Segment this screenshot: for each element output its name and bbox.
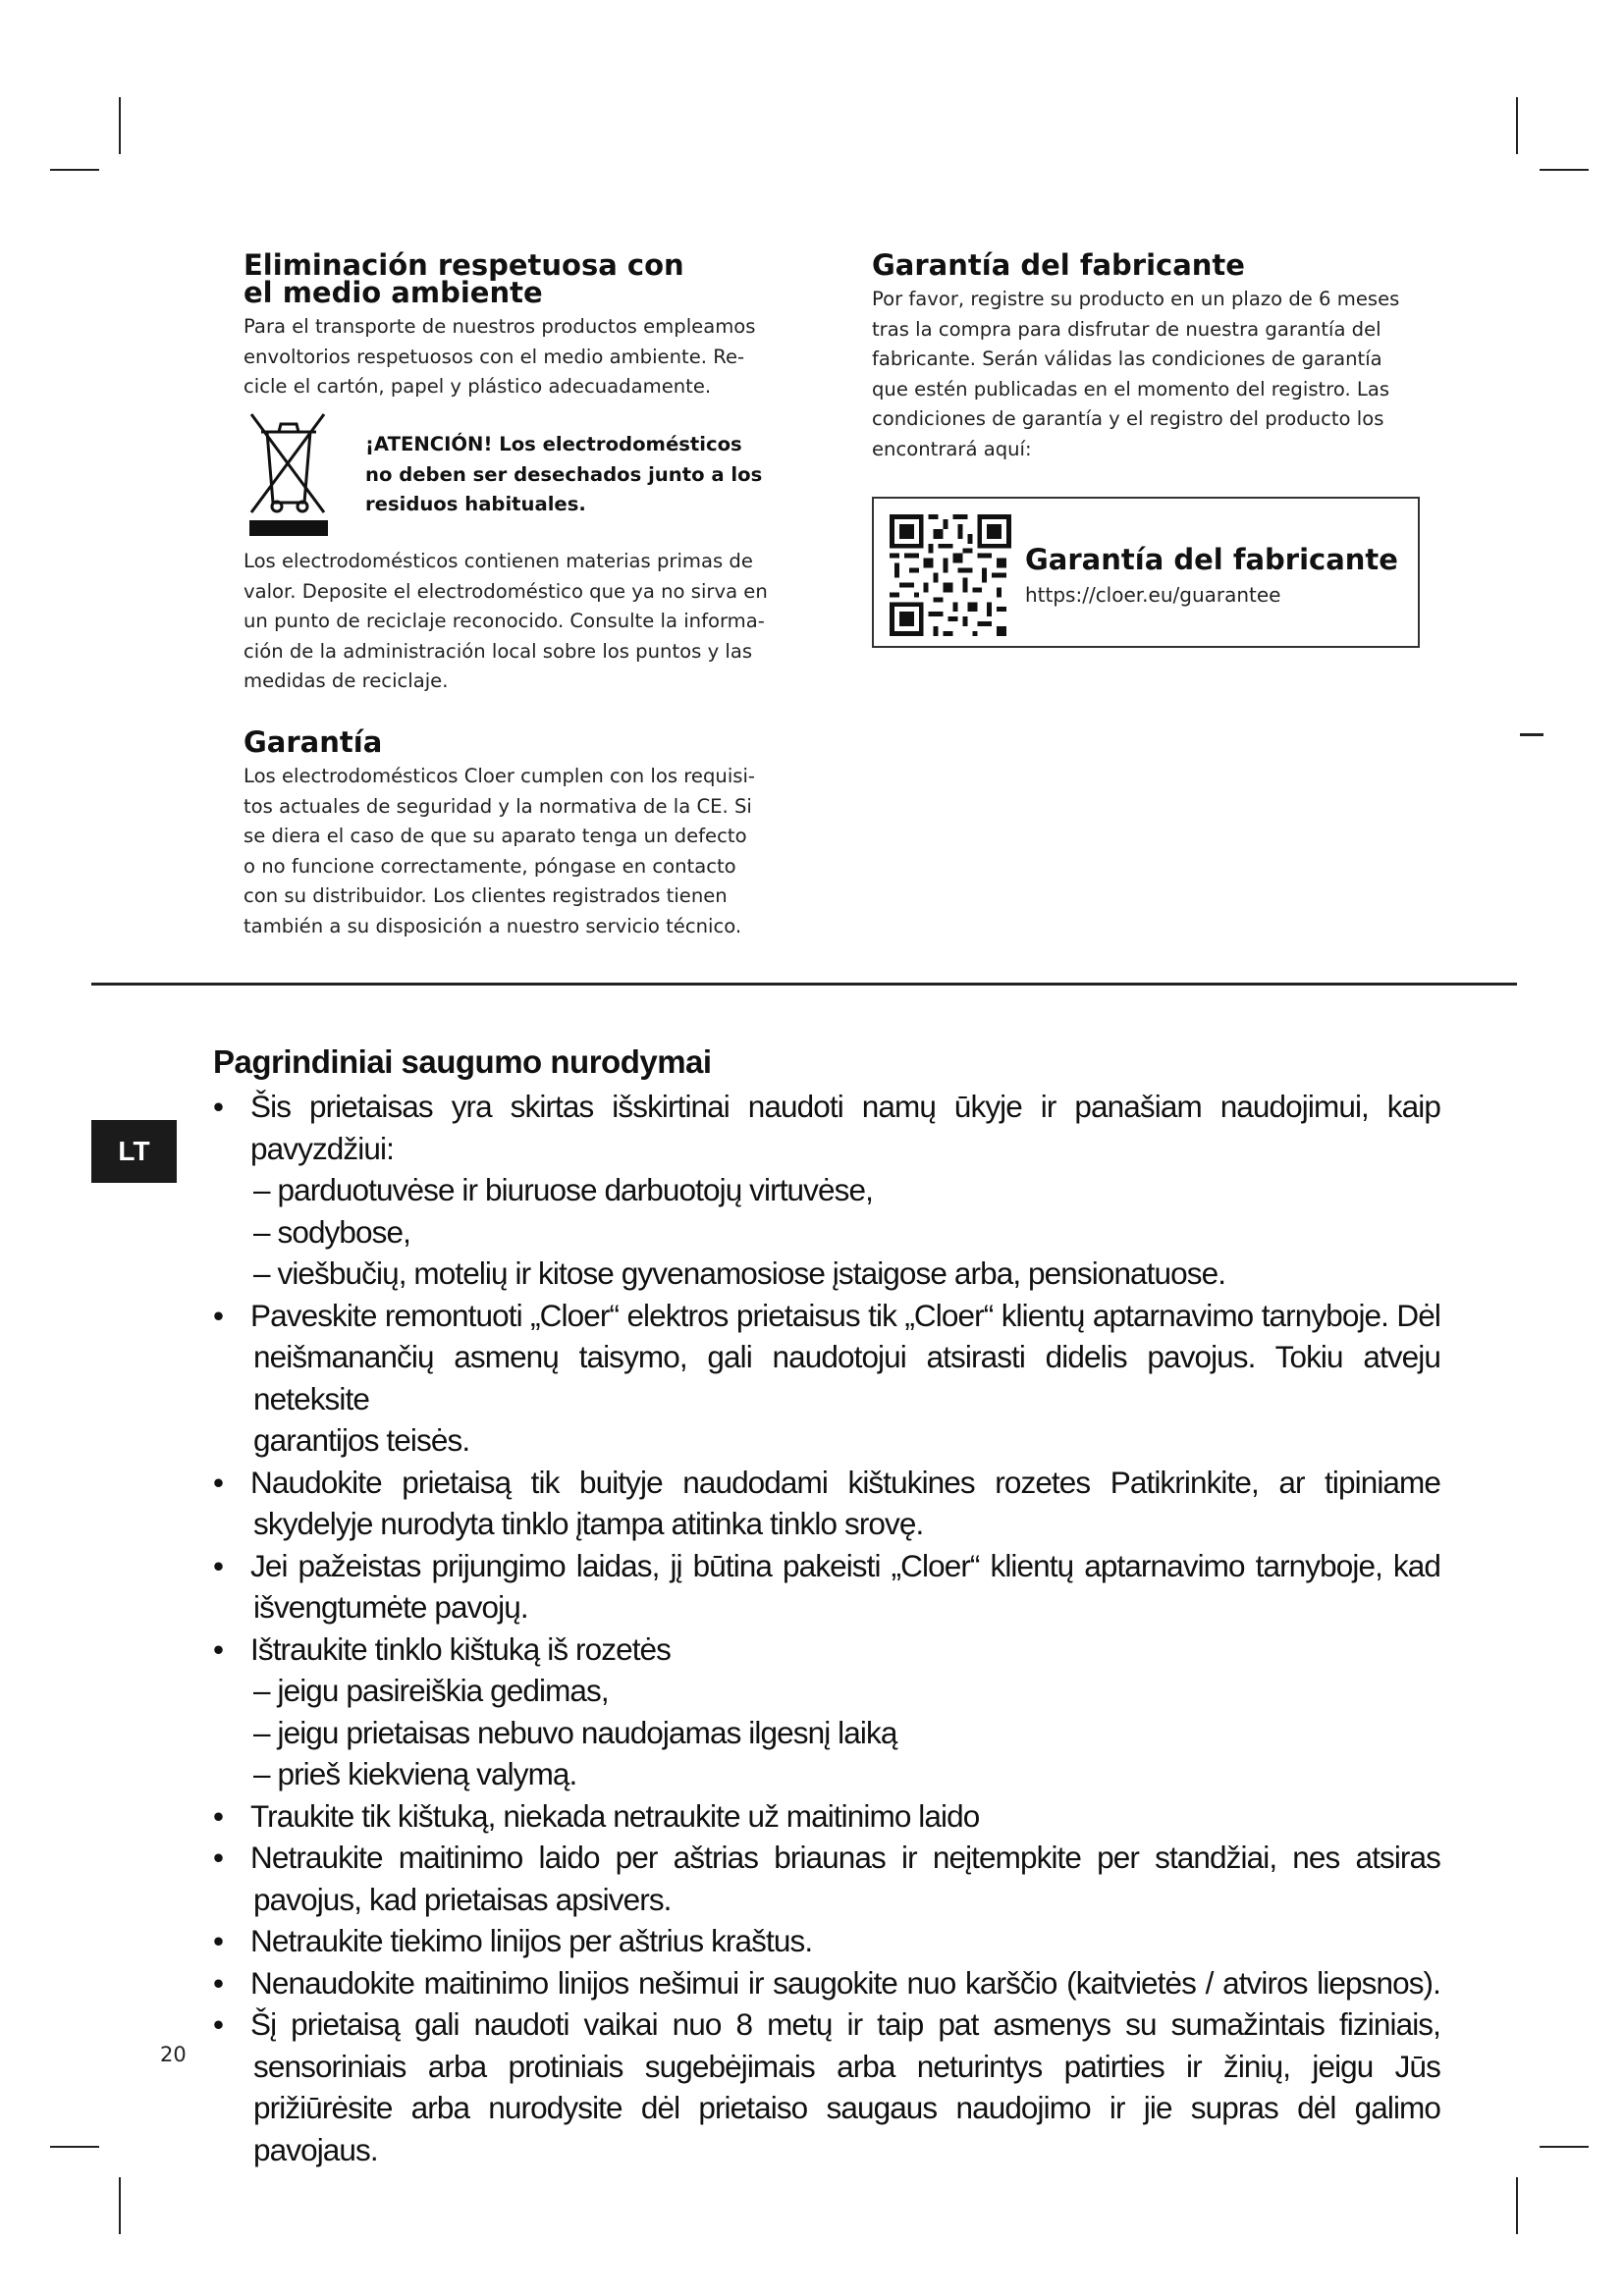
list-item: • Nenaudokite maitinimo linijos nešimui ir saugokite nuo karščio (kaitvietės / atviros liepsnos).	[213, 1962, 1440, 2004]
crop-mark	[1540, 169, 1589, 171]
list-item-continuation: neišmanančių asmenų taisymo, gali naudotojui atsirasti didelis pavojus. Tokiu atveju neteksite	[253, 1339, 1440, 1416]
margin-dash	[1520, 733, 1543, 736]
crop-mark	[119, 2177, 121, 2234]
language-tab: LT	[91, 1120, 177, 1183]
warranty-text: Los electrodomésticos Cloer cumplen con los requisi- tos actuales de seguridad y la normativa de la CE. Si se diera el caso de que su aparato tenga un defecto o no funcione correctamente, póngase en contacto con su distribuidor. Los clientes registrados tienen también a su disposición a nuestro servicio técnico.	[244, 765, 756, 937]
list-item: • Paveskite remontuoti „Cloer“ elektros prietaisus tik „Cloer“ klientų aptarnavimo tarnyboje. Dėl	[213, 1295, 1440, 1337]
list-item: • Traukite tik kištuką, niekada netraukite už maitinimo laido	[213, 1795, 1440, 1838]
manufacturer-guarantee-title: Garantía del fabricante	[872, 248, 1245, 282]
list-item: • Šis prietaisas yra skirtas išskirtinai naudoti namų ūkyje ir panašiam naudojimui, kaip pavyzdžiui:	[213, 1086, 1440, 1169]
list-item: • Ištraukite tinklo kištuką iš rozetės	[213, 1629, 1440, 1671]
weee-bin-icon	[244, 404, 332, 542]
crop-mark	[1516, 97, 1518, 154]
crop-mark	[1540, 2146, 1589, 2148]
crop-mark	[50, 169, 99, 171]
list-item-continuation: pavojus, kad prietaisas apsivers.	[253, 1881, 672, 1917]
weee-warning: ¡ATENCIÓN! Los electrodomésticos no deben ser desechados junto a los residuos habituales.	[365, 433, 763, 515]
disposal-detail-text: Los electrodomésticos contienen materias primas de valor. Deposite el electrodoméstico que ya no sirva en un punto de reciclaje reconocido. Consulte la informa- ción de la administración local sobre los puntos y las medidas de reciclaje.	[244, 550, 768, 693]
list-item-continuation: prižiūrėsite arba nurodysite dėl prietaiso saugaus naudojimo ir jie supras dėl galimo	[253, 2090, 1440, 2125]
list-subitem: – prieš kiekvieną valymą.	[253, 1756, 577, 1791]
disposal-section	[244, 248, 798, 402]
list-item-continuation: pavojaus.	[253, 2131, 378, 2167]
list-item: • Naudokite prietaisą tik buityje naudodami kištukines rozetes Patikrinkite, ar tipiniame	[213, 1462, 1440, 1504]
disposal-details	[244, 547, 798, 697]
list-item: • Šį prietaisą gali naudoti vaikai nuo 8 metų ir taip pat asmenys su sumažintais fiziniais,	[213, 2003, 1440, 2046]
list-item: • Jei pažeistas prijungimo laidas, jį būtina pakeisti „Cloer“ klientų aptarnavimo tarnyboje, kad	[213, 1545, 1440, 1587]
list-item-continuation: skydelyje nurodyta tinklo įtampa atitinka tinklo srovę.	[253, 1506, 924, 1541]
crop-mark	[50, 2146, 99, 2148]
section-divider	[91, 983, 1517, 986]
safety-instructions-section	[213, 1039, 1440, 2170]
disposal-title: Eliminación respetuosa con el medio ambiente	[244, 248, 684, 309]
guarantee-qr-box[interactable]	[872, 497, 1420, 648]
safety-title: Pagrindiniai saugumo nurodymai	[213, 1043, 712, 1080]
list-item-continuation: garantijos teisės.	[253, 1422, 470, 1458]
list-item-continuation: išvengtumėte pavojų.	[253, 1589, 528, 1625]
list-subitem: – jeigu pasireiškia gedimas,	[253, 1673, 609, 1708]
warranty-title: Garantía	[244, 725, 383, 759]
crop-mark	[1516, 2177, 1518, 2234]
list-item: • Netraukite tiekimo linijos per aštrius kraštus.	[213, 1920, 1440, 1962]
list-subitem: – jeigu prietaisas nebuvo naudojamas ilgesnį laiką	[253, 1714, 897, 1750]
manufacturer-guarantee-text: Por favor, registre su producto en un plazo de 6 meses tras la compra para disfrutar de nuestra garantía del fabricante. Serán válidas las condiciones de garantía que estén publicadas en el momento del registro. Las condiciones de garantía y el registro del producto los encontrará aquí:	[872, 288, 1400, 460]
manufacturer-guarantee-section	[872, 248, 1427, 465]
list-item-continuation: sensoriniais arba protiniais sugebėjimais arba neturintys patirties ir žinių, jeigu Jūs	[253, 2048, 1440, 2084]
list-subitem: – parduotuvėse ir biuruose darbuotojų virtuvėse,	[253, 1172, 873, 1207]
qr-box-title: Garantía del fabricante	[1025, 543, 1398, 576]
list-subitem: – sodybose,	[253, 1213, 410, 1250]
crop-mark	[119, 97, 121, 154]
disposal-text: Para el transporte de nuestros productos empleamos envoltorios respetuosos con el medio ambiente. Re- cicle el cartón, papel y plástico adecuadamente.	[244, 315, 756, 399]
list-item: • Netraukite maitinimo laido per aštrias briaunas ir neįtempkite per standžiai, nes atsiras	[213, 1837, 1440, 1879]
warranty-section	[244, 725, 798, 942]
page-number: 20	[160, 2043, 187, 2066]
list-subitem: – viešbučių, motelių ir kitose gyvenamosiose įstaigose arba, pensionatuose.	[253, 1255, 1226, 1291]
guarantee-url-link[interactable]: https://cloer.eu/guarantee	[1025, 583, 1281, 607]
qr-code-icon[interactable]	[890, 514, 1011, 636]
